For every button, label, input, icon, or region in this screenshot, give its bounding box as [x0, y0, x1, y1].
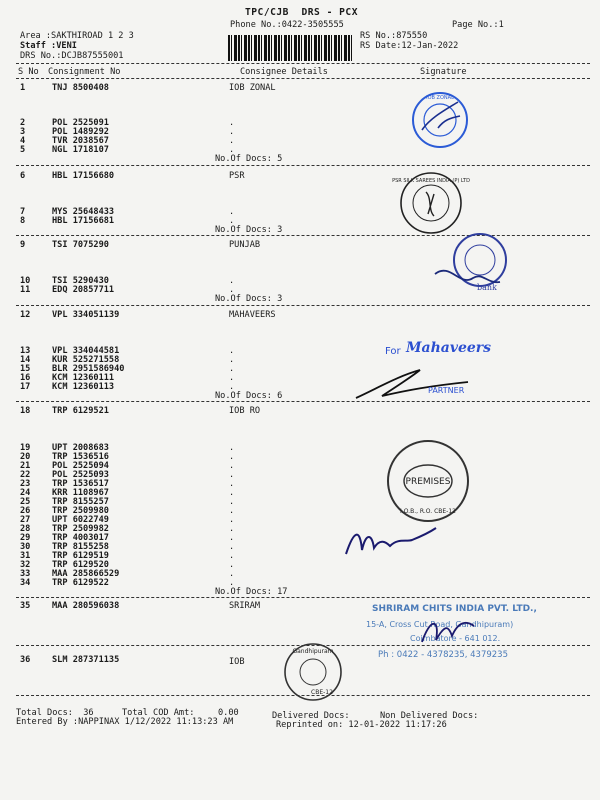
- consignment-number: TRP 6129520: [52, 560, 109, 570]
- row-number: 35: [20, 601, 31, 611]
- consignee-dot: .: [229, 127, 235, 137]
- consignment-number: MAA 285866529: [52, 569, 120, 579]
- group-divider: [16, 305, 590, 306]
- consignee-dot: .: [229, 118, 235, 128]
- seal-text: Gandhipuram: [292, 648, 334, 655]
- consignment-number: VPL 334044581: [52, 346, 120, 356]
- ro-signature: [340, 520, 440, 560]
- row-number: 34: [20, 578, 31, 588]
- group-divider: [16, 165, 590, 166]
- consignee-dot: .: [229, 207, 235, 217]
- row-number: 3: [20, 127, 26, 137]
- gandhipuram-stamp: [278, 640, 348, 702]
- mahaveers-for: For: [385, 346, 401, 357]
- seal-inner-ring: [465, 245, 495, 275]
- consignment-number: TRP 8155258: [52, 542, 109, 552]
- consignment-number: UPT 6022749: [52, 515, 109, 525]
- consignment-number: KUR 525271558: [52, 355, 120, 365]
- consignee-dot: .: [229, 470, 235, 480]
- consignee-dot: .: [229, 569, 235, 579]
- row-number: 9: [20, 240, 26, 250]
- consignment-number: KCM 12360111: [52, 373, 115, 383]
- staff-label: Staff :VENI: [20, 41, 77, 51]
- sriram-phone: Ph : 0422 - 4378235, 4379235: [378, 650, 508, 660]
- row-number: 18: [20, 406, 31, 416]
- iob-zonal-stamp: [400, 90, 480, 150]
- row-number: 20: [20, 452, 31, 462]
- row-number: 23: [20, 479, 31, 489]
- docs-count: No.Of Docs: 5: [215, 154, 283, 164]
- seal-text: I.O.B., R.O. CBE-12: [400, 508, 456, 515]
- row-number: 12: [20, 310, 31, 320]
- psr-stamp: [392, 170, 470, 236]
- consignment-number: POL 2525093: [52, 470, 109, 480]
- row-number: 13: [20, 346, 31, 356]
- consignment-number: TRP 2509982: [52, 524, 109, 534]
- consignee-name: MAHAVEERS: [229, 310, 276, 320]
- consignee-dot: .: [229, 578, 235, 588]
- consignment-number: TSI 7075290: [52, 240, 109, 250]
- signature-scribble: [422, 623, 474, 642]
- header-divider: [16, 63, 590, 64]
- row-number: 28: [20, 524, 31, 534]
- consignee-dot: .: [229, 145, 235, 155]
- consignment-number: BLR 2951586940: [52, 364, 125, 374]
- sriram-address: Coimbatore - 641 012.: [410, 634, 501, 643]
- consignee-dot: .: [229, 533, 235, 543]
- consignment-number: HBL 17156681: [52, 216, 115, 226]
- row-number: 19: [20, 443, 31, 453]
- consignee-dot: .: [229, 355, 235, 365]
- docs-count: No.Of Docs: 6: [215, 391, 283, 401]
- consignee-dot: .: [229, 551, 235, 561]
- row-number: 25: [20, 497, 31, 507]
- consignee-dot: .: [229, 524, 235, 534]
- docs-count: No.Of Docs: 3: [215, 294, 283, 304]
- consignee-dot: .: [229, 276, 235, 286]
- consignment-number: TRP 1536516: [52, 452, 109, 462]
- consignee-dot: .: [229, 506, 235, 516]
- consignment-number: EDQ 20857711: [52, 285, 115, 295]
- row-number: 21: [20, 461, 31, 471]
- seal-inner-ring: [300, 659, 326, 685]
- signature-scribble: [346, 528, 436, 554]
- row-number: 15: [20, 364, 31, 374]
- row-number: 4: [20, 136, 26, 146]
- consignee-name: IOB RO: [229, 406, 261, 416]
- row-number: 24: [20, 488, 31, 498]
- consignment-number: TSI 5290430: [52, 276, 109, 286]
- consignment-number: MAA 280596038: [52, 601, 120, 611]
- row-number: 16: [20, 373, 31, 383]
- premises-text: PREMISES: [405, 477, 451, 487]
- consignment-number: TRP 4003017: [52, 533, 109, 543]
- row-number: 27: [20, 515, 31, 525]
- consignee-name: PSR: [229, 171, 245, 181]
- row-number: 32: [20, 560, 31, 570]
- delivered-docs: Delivered Docs:: [272, 711, 350, 721]
- column-consignment: Consignment No: [48, 67, 121, 77]
- consignee-name: PUNJAB: [229, 240, 261, 250]
- group-divider: [16, 401, 590, 402]
- total-docs: Total Docs: 36: [16, 708, 94, 718]
- consignee-dot: .: [229, 216, 235, 226]
- row-number: 26: [20, 506, 31, 516]
- row-number: 7: [20, 207, 26, 217]
- consignee-dot: .: [229, 542, 235, 552]
- consignment-number: VPL 334051139: [52, 310, 120, 320]
- iob-ro-premises-stamp: [383, 437, 473, 525]
- row-number: 17: [20, 382, 31, 392]
- consignment-number: POL 2525094: [52, 461, 109, 471]
- row-number: 31: [20, 551, 31, 561]
- row-number: 11: [20, 285, 31, 295]
- seal-inner-ring: [424, 104, 456, 136]
- signature-scribble: [435, 271, 500, 283]
- row-number: 22: [20, 470, 31, 480]
- seal-ring: [413, 93, 467, 147]
- page-number: Page No.:1: [452, 20, 504, 30]
- consignee-dot: .: [229, 497, 235, 507]
- bank-stamp: [425, 232, 520, 298]
- docs-count: No.Of Docs: 3: [215, 225, 283, 235]
- mahaveers-signature: [348, 362, 478, 404]
- area-label: Area :SAKTHIROAD 1 2 3: [20, 31, 134, 41]
- consignee-dot: .: [229, 560, 235, 570]
- non-delivered-docs: Non Delivered Docs:: [380, 711, 479, 721]
- barcode-image: [228, 35, 352, 61]
- entered-by: Entered By :NAPPINAX 1/12/2022 11:13:23 AM: [16, 717, 234, 727]
- row-number: 5: [20, 145, 26, 155]
- consignee-name: IOB: [229, 657, 245, 667]
- document-title: TPC/CJB DRS - PCX: [245, 7, 358, 18]
- consignment-number: UPT 2008683: [52, 443, 109, 453]
- consignment-number: TRP 6129522: [52, 578, 109, 588]
- consignment-number: KRR 1108967: [52, 488, 109, 498]
- consignee-name: IOB ZONAL: [229, 83, 276, 93]
- bird-emblem: [426, 192, 434, 216]
- consignment-number: TRP 1536517: [52, 479, 109, 489]
- mahaveers-partner: PARTNER: [428, 386, 465, 395]
- reprinted-on: Reprinted on: 12-01-2022 11:17:26: [276, 720, 447, 730]
- column-sno: S No: [18, 67, 39, 77]
- consignment-number: TRP 2509980: [52, 506, 109, 516]
- consignment-number: MYS 25648433: [52, 207, 115, 217]
- consignee-dot: .: [229, 346, 235, 356]
- total-cod-value: 0.00: [218, 708, 239, 718]
- rs-number: RS No.:875550: [360, 31, 428, 41]
- row-number: 10: [20, 276, 31, 286]
- seal-text: bank: [477, 283, 497, 292]
- row-number: 30: [20, 542, 31, 552]
- seal-text: CBE-12: [311, 689, 333, 696]
- column-signature: Signature: [420, 67, 467, 77]
- consignee-dot: .: [229, 452, 235, 462]
- row-number: 14: [20, 355, 31, 365]
- seal-text: PSR SILK SAREES INDIA (P) LTD: [392, 178, 470, 184]
- consignee-dot: .: [229, 461, 235, 471]
- consignment-number: KCM 12360113: [52, 382, 115, 392]
- consignee-dot: .: [229, 515, 235, 525]
- consignee-dot: .: [229, 382, 235, 392]
- rs-date: RS Date:12-Jan-2022: [360, 41, 459, 51]
- header-divider: [16, 78, 590, 79]
- consignee-dot: .: [229, 373, 235, 383]
- sriram-signature: [418, 612, 478, 650]
- row-number: 1: [20, 83, 26, 93]
- drs-number: DRS No.:DCJB87555001: [20, 51, 124, 61]
- consignment-number: TVR 2038567: [52, 136, 109, 146]
- consignee-dot: .: [229, 479, 235, 489]
- phone-number: Phone No.:0422-3505555: [230, 20, 344, 30]
- row-number: 6: [20, 171, 26, 181]
- consignee-name: SRIRAM: [229, 601, 261, 611]
- seal-text: IOB ZONAL: [426, 95, 454, 101]
- consignment-number: TNJ 8500408: [52, 83, 109, 93]
- consignment-number: HBL 17156680: [52, 171, 115, 181]
- row-number: 36: [20, 655, 31, 665]
- sriram-company: SHRIRAM CHITS INDIA PVT. LTD.,: [372, 604, 537, 614]
- consignment-number: TRP 6129519: [52, 551, 109, 561]
- row-number: 29: [20, 533, 31, 543]
- consignment-number: TRP 8155257: [52, 497, 109, 507]
- docs-count: No.Of Docs: 17: [215, 587, 288, 597]
- row-number: 8: [20, 216, 26, 226]
- consignee-dot: .: [229, 136, 235, 146]
- mahaveers-logo: Mahaveers: [406, 340, 492, 356]
- consignment-number: SLM 287371135: [52, 655, 120, 665]
- consignee-dot: .: [229, 364, 235, 374]
- consignment-number: TRP 6129521: [52, 406, 109, 416]
- row-number: 2: [20, 118, 26, 128]
- row-number: 33: [20, 569, 31, 579]
- consignee-dot: .: [229, 488, 235, 498]
- group-divider: [16, 597, 590, 598]
- consignee-dot: .: [229, 285, 235, 295]
- sriram-address: 15-A, Cross Cut Road, Gandhipuram): [366, 620, 514, 629]
- consignment-number: POL 1489292: [52, 127, 109, 137]
- consignee-dot: .: [229, 443, 235, 453]
- column-consignee: Consignee Details: [240, 67, 328, 77]
- total-cod-label: Total COD Amt:: [122, 708, 195, 718]
- consignment-number: NGL 1718107: [52, 145, 109, 155]
- consignment-number: POL 2525091: [52, 118, 109, 128]
